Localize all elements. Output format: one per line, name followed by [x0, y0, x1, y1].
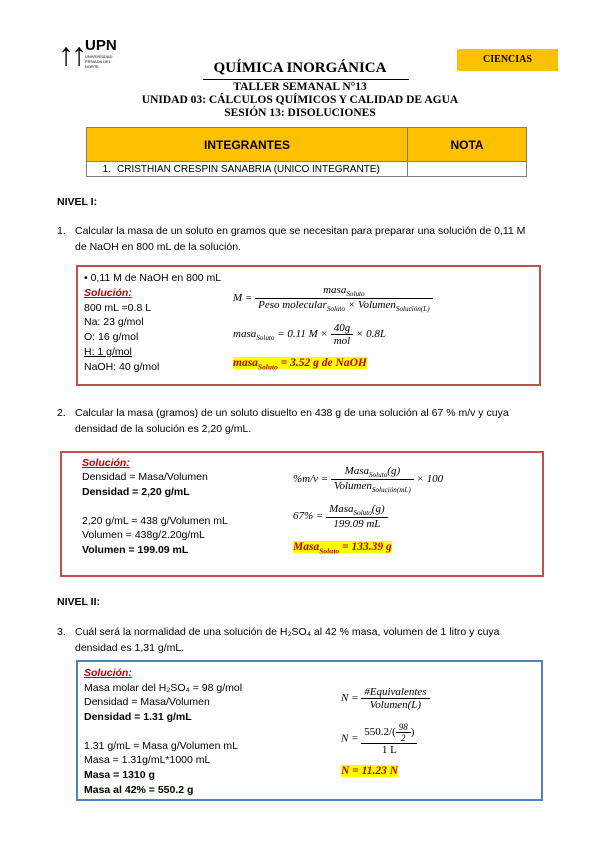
q1-result-sub: Soluto	[257, 362, 278, 372]
q3-line-4: 1.31 g/mL = Masa g/Volumen mL	[84, 740, 238, 752]
q1-f2-lhs-sub: Soluto	[256, 334, 275, 343]
q2-f1-den-sub: Solución(mL)	[371, 486, 411, 495]
q1-f1-den-sub2: Solución(L)	[395, 305, 430, 314]
q3-f2-num-b: )	[410, 726, 415, 739]
q2-line-5: Volumen = 199.09 mL	[82, 544, 189, 556]
question-1-text-b: de NaOH en 800 mL de la solución.	[75, 241, 241, 253]
q2-f1-rhs: × 100	[416, 473, 444, 486]
q1-formula-2	[233, 322, 386, 347]
q3-formula-2	[341, 722, 417, 756]
q3-line-6: Masa = 1310 g	[84, 769, 155, 781]
q1-f1-den-sub1: Soluto	[326, 305, 346, 314]
integrante-name: CRISTHIAN CRESPIN SANABRIA (UNICO INTEGRANTE)	[117, 163, 380, 175]
taller-title: TALLER SEMANAL N°13	[233, 81, 367, 93]
q1-given-2: Na: 23 g/mol	[84, 316, 144, 328]
q3-f2-inner-fraction	[396, 722, 411, 743]
q3-f1-num: #Equivalentes	[364, 686, 427, 698]
question-1-number: 1.	[57, 225, 66, 237]
integrantes-header: INTEGRANTES	[87, 128, 408, 162]
q2-result	[293, 541, 392, 555]
row-number: 1.	[102, 163, 111, 175]
q2-line-1: Densidad = Masa/Volumen	[82, 471, 208, 483]
question-2	[57, 405, 545, 437]
q2-f2-num-sub: Soluto	[353, 509, 372, 518]
question-2-number: 2.	[57, 407, 66, 419]
question-2-text-b: densidad de la solución es 2,20 g/mL.	[75, 423, 252, 435]
unidad-title: UNIDAD 03: CÁLCULOS QUÍMICOS Y CALIDAD DE AGUA	[141, 94, 459, 106]
question-3	[57, 624, 545, 656]
q3-f1-den: Volumen(L)	[361, 698, 429, 711]
q2-formula-2	[293, 503, 388, 530]
q1-f1-num-sub: Soluto	[346, 290, 365, 299]
q2-line-3: 2,20 g/mL = 438 g/Volumen mL	[82, 515, 228, 527]
q1-f1-lhs: M =	[233, 292, 253, 305]
q1-f2-den: mol	[331, 334, 354, 347]
q2-result-b: = 133.39 g	[339, 541, 392, 553]
q2-solucion-label: Solución:	[82, 457, 130, 469]
q2-f1-num-b: (g)	[387, 465, 401, 477]
q3-f2-den: 1 L	[361, 743, 417, 756]
q2-line-2: Densidad = 2,20 g/mL	[82, 486, 190, 498]
q1-f2-lhs: masa	[233, 328, 257, 341]
q3-solucion-label: Solución:	[84, 667, 132, 679]
q3-line-2: Densidad = Masa/Volumen	[84, 696, 210, 708]
logo-mark-icon: ↑↑	[58, 36, 84, 72]
q2-f2-num-b: (g)	[371, 503, 385, 515]
q3-result-text: N = 11.23 N	[341, 765, 399, 777]
q2-f2-lhs: 67% =	[293, 510, 324, 523]
q3-formula-1	[341, 686, 430, 711]
question-3-text-a: Cuál será la normalidad de una solución de H₂SO₄ al 42 % masa, volumen de 1 litro y cuya	[75, 626, 500, 638]
q3-f2-fraction	[361, 722, 417, 756]
question-1	[57, 223, 545, 255]
q1-solucion-label: Solución:	[84, 287, 132, 299]
q3-f2-inner-den: 2	[396, 732, 411, 743]
q1-given-5: NaOH: 40 g/mol	[84, 361, 160, 373]
nota-header: NOTA	[408, 128, 527, 162]
subject-badge: CIENCIAS	[457, 49, 558, 71]
q1-f2-a: = 0.11 M ×	[274, 328, 328, 341]
table-row	[87, 162, 527, 177]
logo-text: UPN	[85, 37, 117, 54]
q2-f2-num: Masa	[329, 503, 354, 515]
question-3-text-b: densidad es 1,31 g/mL.	[75, 642, 185, 654]
integrantes-table	[86, 127, 527, 177]
q3-result	[341, 765, 398, 777]
q2-f1-num: Masa	[344, 465, 370, 477]
q3-line-5: Masa = 1.31g/mL*1000 mL	[84, 754, 211, 766]
logo-subtext: UNIVERSIDAD PRIVADA DEL NORTE	[85, 54, 113, 69]
q1-f1-num: masa	[323, 284, 347, 296]
q2-result-sub: Soluto	[319, 546, 340, 556]
q1-f2-b: × 0.8L	[355, 328, 386, 341]
q1-f1-den-b: × Volumen	[345, 299, 396, 312]
sesion-title: SESIÓN 13: DISOLUCIONES	[224, 107, 376, 119]
q1-f1-fraction	[255, 284, 433, 313]
q2-f1-den: Volumen	[333, 480, 372, 493]
q1-given-4: H: 1 g/mol	[84, 346, 132, 358]
q2-f1-num-sub: Soluto	[369, 471, 388, 480]
q3-line-1: Masa molar del H₂SO₄ = 98 g/mol	[84, 682, 243, 694]
q3-line-7: Masa al 42% = 550.2 g	[84, 784, 194, 796]
nivel-2-heading: NIVEL II:	[57, 596, 100, 608]
q3-f1-lhs: N =	[341, 692, 359, 705]
q3-f1-fraction	[361, 686, 429, 711]
q1-given-1: 800 mL =0.8 L	[84, 302, 152, 314]
q3-f2-num-a: 550.2/(	[364, 726, 396, 739]
q1-result-a: masa	[233, 357, 258, 369]
q2-f2-fraction	[326, 503, 388, 530]
header-divider	[203, 79, 409, 80]
q1-f2-num: 40g	[333, 322, 351, 334]
q1-f2-fraction	[331, 322, 354, 347]
q1-given-3: O: 16 g/mol	[84, 331, 139, 343]
q1-bullet: • 0,11 M de NaOH en 800 mL	[84, 272, 222, 284]
question-2-text-a: Calcular la masa (gramos) de un soluto disuelto en 438 g de una solución al 67 % m/v y cuya	[75, 407, 509, 419]
q1-f1-den-a: Peso molecular	[258, 299, 327, 312]
course-title: QUÍMICA INORGÁNICA	[213, 60, 387, 76]
q1-result-b: = 3.52 g de NaOH	[277, 357, 367, 369]
q3-f2-inner-num: 98	[398, 722, 408, 732]
q2-f1-fraction	[331, 465, 414, 494]
nivel-1-heading: NIVEL I:	[57, 196, 98, 208]
q2-f2-den: 199.09 mL	[326, 517, 388, 530]
nota-cell	[408, 162, 527, 177]
q2-formula-1	[293, 465, 443, 494]
q3-f2-lhs: N =	[341, 732, 359, 745]
q2-line-4: Volumen = 438g/2.20g/mL	[82, 529, 205, 541]
question-1-text-a: Calcular la masa de un soluto en gramos que se necesitan para preparar una solución de 0,11 M	[75, 225, 526, 237]
integrante-cell	[87, 162, 408, 177]
q1-result	[233, 357, 367, 371]
question-3-number: 3.	[57, 626, 66, 638]
q2-f1-lhs: %m/v =	[293, 473, 329, 486]
q2-result-a: Masa	[293, 541, 320, 553]
q1-formula-1	[233, 284, 433, 313]
q3-line-3: Densidad = 1.31 g/mL	[84, 711, 192, 723]
